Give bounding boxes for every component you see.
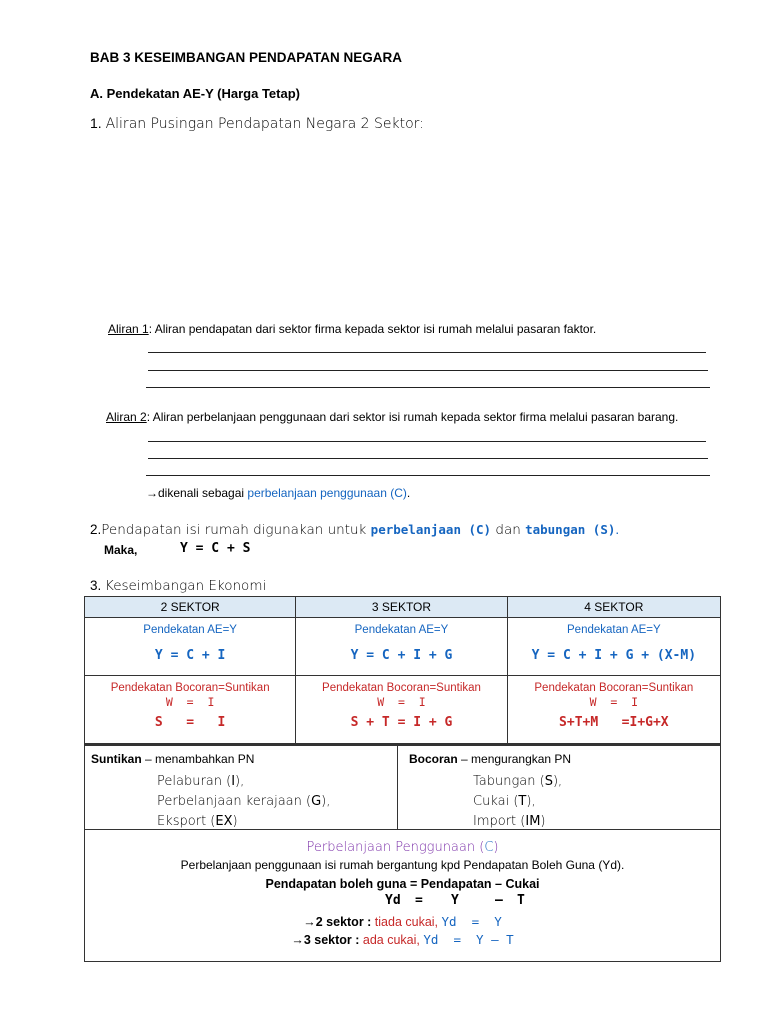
q1-text: Aliran Pusingan Pendapatan Negara 2 Sektor: <box>105 116 424 132</box>
aliran-2-label: Aliran 2 <box>106 410 147 424</box>
bocoran-list <box>473 772 562 832</box>
aliran-1-label: Aliran 1 <box>108 322 149 336</box>
dikenali-note <box>146 486 410 500</box>
ae-equation-2: Y = C + I <box>154 648 226 663</box>
suntikan-bocoran-box <box>84 744 721 830</box>
divider <box>397 746 398 830</box>
header-4-sektor: 4 SEKTOR <box>507 597 720 618</box>
bocoran-title: Bocoran <box>409 752 458 766</box>
ae-cell-4 <box>507 618 720 676</box>
answer-line[interactable] <box>148 441 706 442</box>
answer-line[interactable] <box>148 370 708 371</box>
list-item: Pelaburan (I), <box>157 774 245 789</box>
aliran-2-text: : Aliran perbelanjaan penggunaan dari sektor isi rumah kepada sektor firma melalui pasaran barang. <box>146 410 679 424</box>
bocoran-cell-4 <box>507 676 720 744</box>
sektor-3-equation: Yd = Y – T <box>423 932 514 947</box>
bocoran-cell-2 <box>85 676 296 744</box>
penggunaan-box <box>84 829 721 962</box>
sektor-3-note: ada cukai, <box>359 933 420 947</box>
suntikan-desc: – menambahkan PN <box>141 752 255 766</box>
bocoran-label: Pendekatan Bocoran=Suntikan <box>322 682 481 694</box>
sektor-3-line <box>85 932 720 947</box>
t-symbol: T <box>517 893 525 908</box>
bs-equation-2: S = I <box>154 715 226 730</box>
yd-equation <box>85 893 720 911</box>
bocoran-cell-3 <box>296 676 507 744</box>
list-item: Perbelanjaan kerajaan (G), <box>157 794 331 809</box>
penggunaan-formula: Pendapatan boleh guna = Pendapatan – Cukai <box>265 877 540 891</box>
ae-equation-4: Y = C + I + G + (X-M) <box>531 648 697 663</box>
list-item: Cukai (T), <box>473 794 536 809</box>
bocoran-label: Pendekatan Bocoran=Suntikan <box>534 682 694 694</box>
answer-line[interactable] <box>146 387 710 388</box>
equilibrium-table <box>84 596 721 744</box>
q2-text: Pendapatan isi rumah digunakan untuk <box>101 522 371 538</box>
section-a-heading: A. Pendekatan AE-Y (Harga Tetap) <box>90 86 300 101</box>
w-equals-i: W = I <box>589 695 639 709</box>
sektor-2-note: tiada cukai, <box>371 915 439 929</box>
answer-line[interactable] <box>148 458 708 459</box>
q2-dan: dan <box>491 522 526 538</box>
q1-number: 1. <box>90 115 102 131</box>
bocoran-heading <box>409 752 571 766</box>
sektor-2-line <box>85 914 720 929</box>
bs-equation-4: S+T+M =I+G+X <box>559 715 669 730</box>
header-3-sektor: 3 SEKTOR <box>296 597 507 618</box>
ae-cell-2 <box>85 618 296 676</box>
bocoran-label: Pendekatan Bocoran=Suntikan <box>110 682 270 694</box>
question-2 <box>90 522 619 538</box>
q2-end: . <box>615 522 620 537</box>
question-1 <box>90 115 424 132</box>
list-item: Tabungan (S), <box>473 774 563 789</box>
q2-perbelanjaan: perbelanjaan (C) <box>370 522 492 537</box>
y-symbol: Y <box>451 893 459 908</box>
w-equals-i: W = I <box>377 695 426 709</box>
q2-number: 2. <box>90 522 102 537</box>
w-equals-i: W = I <box>165 695 215 709</box>
ae-cell-3 <box>296 618 507 676</box>
list-item: Import (IM) <box>473 814 546 829</box>
maka-equation: Y = C + S <box>180 541 251 556</box>
q3-number: 3. <box>90 578 102 593</box>
sektor-3-label: →3 sektor : <box>291 933 360 947</box>
answer-line[interactable] <box>148 352 706 353</box>
sektor-2-equation: Yd = Y <box>441 914 502 929</box>
bocoran-desc: – mengurangkan PN <box>457 752 572 766</box>
aliran-1-text: : Aliran pendapatan dari sektor firma kepada sektor isi rumah melalui pasaran faktor. <box>148 322 597 336</box>
page-title: BAB 3 KESEIMBANGAN PENDAPATAN NEGARA <box>90 50 403 65</box>
penggunaan-desc: Perbelanjaan penggunaan isi rumah bergantung kpd Pendapatan Boleh Guna (Yd). <box>180 858 625 872</box>
ae-label: Pendekatan AE=Y <box>354 624 449 636</box>
suntikan-title: Suntikan <box>91 752 142 766</box>
question-3 <box>90 578 266 594</box>
dikenali-highlight: perbelanjaan penggunaan (C) <box>247 486 407 500</box>
answer-line[interactable] <box>146 475 710 476</box>
aliran-1 <box>108 322 596 336</box>
suntikan-list <box>157 772 330 832</box>
ae-label: Pendekatan AE=Y <box>567 624 661 636</box>
ae-equation-3: Y = C + I + G <box>350 648 453 663</box>
dikenali-suffix: . <box>406 486 411 500</box>
equals-sign: = <box>415 893 423 908</box>
sektor-2-label: →2 sektor : <box>303 915 372 929</box>
bs-equation-3: S + T = I + G <box>350 715 453 730</box>
minus-sign: – <box>495 893 503 908</box>
aliran-2 <box>106 410 678 424</box>
yd-symbol: Yd <box>385 893 401 908</box>
ae-label: Pendekatan AE=Y <box>143 624 237 636</box>
penggunaan-title-c: C <box>484 840 494 855</box>
header-2-sektor: 2 SEKTOR <box>85 597 296 618</box>
suntikan-heading <box>91 752 254 766</box>
maka-label: Maka, <box>104 543 138 557</box>
q3-text: Keseimbangan Ekonomi <box>105 578 267 594</box>
q2-tabungan: tabungan (S) <box>525 522 616 537</box>
list-item: Eksport (EX) <box>157 814 238 829</box>
dikenali-prefix: →dikenali sebagai <box>146 486 248 500</box>
penggunaan-title: Perbelanjaan Penggunaan (C) <box>306 840 499 855</box>
